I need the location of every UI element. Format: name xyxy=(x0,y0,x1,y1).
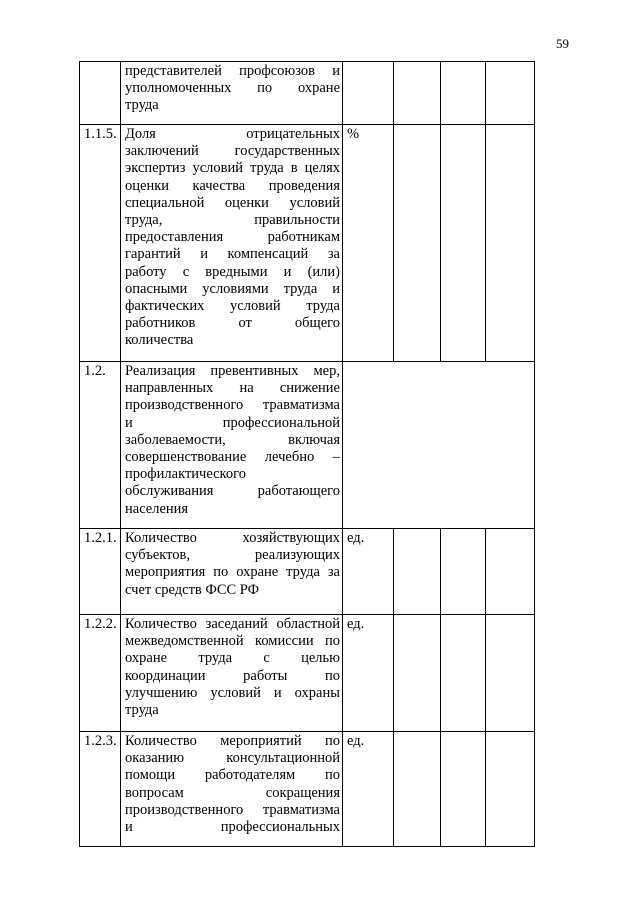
description-line: производственного травматизма xyxy=(125,397,340,414)
description-line: предоставления работникам xyxy=(125,229,340,246)
description-line: труда xyxy=(125,702,159,719)
description-line: субъектов, реализующих xyxy=(125,547,340,564)
row-description-cell xyxy=(121,732,343,847)
page-number: 59 xyxy=(556,36,569,51)
row-number-cell: 1.2.3. xyxy=(80,732,121,847)
description-line: координации работы по xyxy=(125,667,340,684)
description-line: представителей профсоюзов и xyxy=(125,63,340,79)
value-cell xyxy=(394,529,441,615)
row-description-cell xyxy=(121,362,343,529)
row-description-cell xyxy=(121,529,343,615)
description-line: количества xyxy=(125,332,194,349)
table-body xyxy=(80,62,535,847)
row-description-cell xyxy=(121,62,343,125)
description-line: населения xyxy=(125,500,189,517)
description-line: уполномоченных по охране xyxy=(125,80,340,97)
unit-cell: ед. xyxy=(343,615,394,732)
description-line: совершенствование лечебно – xyxy=(125,449,340,466)
description-line: улучшению условий и охраны xyxy=(125,684,340,701)
row-number-cell xyxy=(80,62,121,125)
indicators-table xyxy=(79,61,535,847)
value-cell xyxy=(486,529,535,615)
value-cell xyxy=(394,615,441,732)
description-line: экспертиз условий труда в целях xyxy=(125,160,340,177)
value-cell xyxy=(441,125,486,362)
description-line: счет средств ФСС РФ xyxy=(125,581,260,598)
description-line: специальной оценки условий xyxy=(125,194,340,211)
row-description-cell xyxy=(121,615,343,732)
description-line: труда xyxy=(125,97,159,114)
description-line: производственного травматизма xyxy=(125,801,340,818)
description-line: и профессиональной xyxy=(125,414,340,431)
description-line: оценки качества проведения xyxy=(125,177,340,194)
description-line: межведомственной комиссии по xyxy=(125,633,340,650)
description-line: Количество хозяйствующих xyxy=(125,530,340,546)
value-cell xyxy=(441,62,486,125)
description-line: оказанию консультационной xyxy=(125,750,340,767)
row-description-cell xyxy=(121,125,343,362)
description-line: Количество мероприятий по xyxy=(125,733,340,749)
description-line: обслуживания работающего xyxy=(125,483,340,500)
table-row xyxy=(80,62,535,125)
description-line: опасными условиями труда и xyxy=(125,280,340,297)
table-row xyxy=(80,529,535,615)
value-cell xyxy=(441,732,486,847)
description-line: работу с вредными и (или) xyxy=(125,263,340,280)
table-row xyxy=(80,615,535,732)
description-line: охране труда с целью xyxy=(125,650,340,667)
description-line: направленных на снижение xyxy=(125,380,340,397)
description-line: гарантий и компенсаций за xyxy=(125,246,340,263)
value-cell xyxy=(486,62,535,125)
row-number-cell: 1.2.2. xyxy=(80,615,121,732)
value-cell xyxy=(486,615,535,732)
value-cell xyxy=(394,62,441,125)
description-line: фактических условий труда xyxy=(125,298,340,315)
description-line: мероприятия по охране труда за xyxy=(125,564,340,581)
value-cell xyxy=(394,732,441,847)
table-row xyxy=(80,125,535,362)
description-line: вопросам сокращения xyxy=(125,784,340,801)
table-row xyxy=(80,362,535,529)
description-line: заключений государственных xyxy=(125,143,340,160)
description-line: Количество заседаний областной xyxy=(125,616,340,632)
row-number-cell: 1.1.5. xyxy=(80,125,121,362)
row-number-cell: 1.2.1. xyxy=(80,529,121,615)
value-cell xyxy=(441,615,486,732)
description-line: Реализация превентивных мер, xyxy=(125,363,340,379)
value-cell xyxy=(486,125,535,362)
unit-cell: % xyxy=(343,125,394,362)
row-number-cell: 1.2. xyxy=(80,362,121,529)
merged-empty-cell xyxy=(343,362,535,529)
table-row xyxy=(80,732,535,847)
description-line: заболеваемости, включая xyxy=(125,431,340,448)
unit-cell: ед. xyxy=(343,529,394,615)
value-cell xyxy=(441,529,486,615)
description-line: труда, правильности xyxy=(125,212,340,229)
unit-cell xyxy=(343,62,394,125)
value-cell xyxy=(486,732,535,847)
description-line: и профессиональных xyxy=(125,819,340,836)
description-line: работников от общего xyxy=(125,315,340,332)
description-line: помощи работодателям по xyxy=(125,767,340,784)
description-line: Доля отрицательных xyxy=(125,126,340,142)
unit-cell: ед. xyxy=(343,732,394,847)
value-cell xyxy=(394,125,441,362)
description-line: профилактического xyxy=(125,466,246,483)
